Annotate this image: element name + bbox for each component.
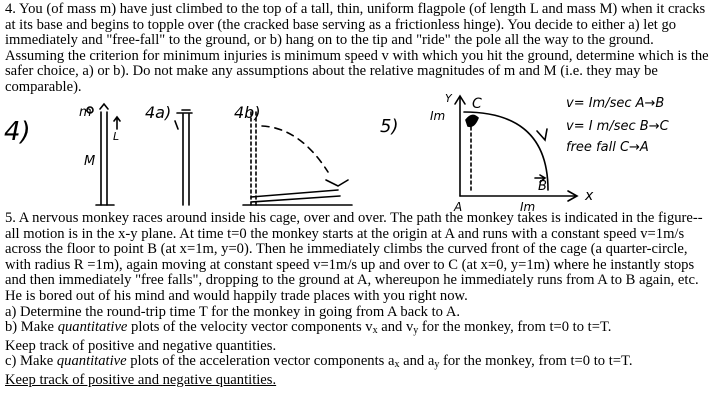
- label-4: 4): [4, 117, 31, 147]
- problem-4-text: 4. You (of mass m) have just climbed to the top of a tall, thin, uniform flagpole (of length L and mass M) when it cracks at its base and begins to topple over (the cracked base serving as a frictionless hinge). You decide to either a) let go immediately and "free-fall" to the ground, or b) hang on to the tip and "ride" the pole all the way to the ground. Assuming the criterion for minimum injuries is minimum speed v with which you hit the ground, determine which is the safer choice, a) or b). Do not make any assumptions about the relative magnitudes of m and M (i.e. they may be comparable).: [5, 1, 709, 95]
- part-c-line2: Keep track of positive and negative quantities.: [5, 371, 277, 388]
- label-5: 5): [380, 116, 399, 137]
- label-y: Y: [445, 92, 452, 105]
- label-L: L: [113, 130, 120, 143]
- note-1: v= Im/sec A→B: [566, 96, 665, 111]
- label-C: C: [472, 96, 482, 112]
- label-A: A: [454, 200, 463, 214]
- problem-5-intro: 5. A nervous monkey races around inside his cage, over and over. The path the monkey takes is indicated in the figure-- all motion is in the x-y plane. At time t=0 the monkey starts at the origin at A and runs with a constant speed v=1m/s across the floor to point B (at x=1m, y=0). Then he immediately climbs the curved front of the cage (a quarter-circle, with radius R =1m), again moving at constant speed v=1m/s up and over to C (at x=0, y=1m) where he instantly stops and then immediately "free falls", dropping to the ground at A, whereupon he immediately runs from A to B again, etc. He is bored out of his mind and would happily trade places with you right now.: [5, 210, 703, 304]
- label-im-bottom: Im: [520, 200, 536, 214]
- label-4a: 4a): [145, 103, 172, 122]
- part-b: b) Make quantitative plots of the velocity vector components $v_x$ and $v_y$ for the monkey, from t=0 to t=T.: [5, 319, 612, 337]
- part-a: a) Determine the round-trip time T for the monkey in going from A back to A.: [5, 303, 461, 320]
- label-B: B: [538, 179, 547, 194]
- flagpole: [101, 112, 107, 205]
- note-3: free fall C→A: [566, 140, 649, 155]
- note-2: v= I m/sec B→C: [566, 119, 669, 134]
- flagpole-4b: [251, 190, 340, 202]
- label-x: x: [585, 188, 594, 204]
- label-m: m: [79, 105, 92, 120]
- label-4b: 4b): [234, 103, 261, 122]
- label-im-left: Im: [430, 109, 446, 123]
- part-c: c) Make quantitative plots of the acceleration vector components $a_x$ and $a_y$ for the monkey, from t=0 to t=T.: [5, 353, 633, 371]
- label-M: M: [84, 154, 96, 169]
- flagpole-4a: [183, 114, 189, 205]
- problem-5: [5, 211, 715, 389]
- part-b-line2: Keep track of positive and negative quantities.: [5, 337, 277, 354]
